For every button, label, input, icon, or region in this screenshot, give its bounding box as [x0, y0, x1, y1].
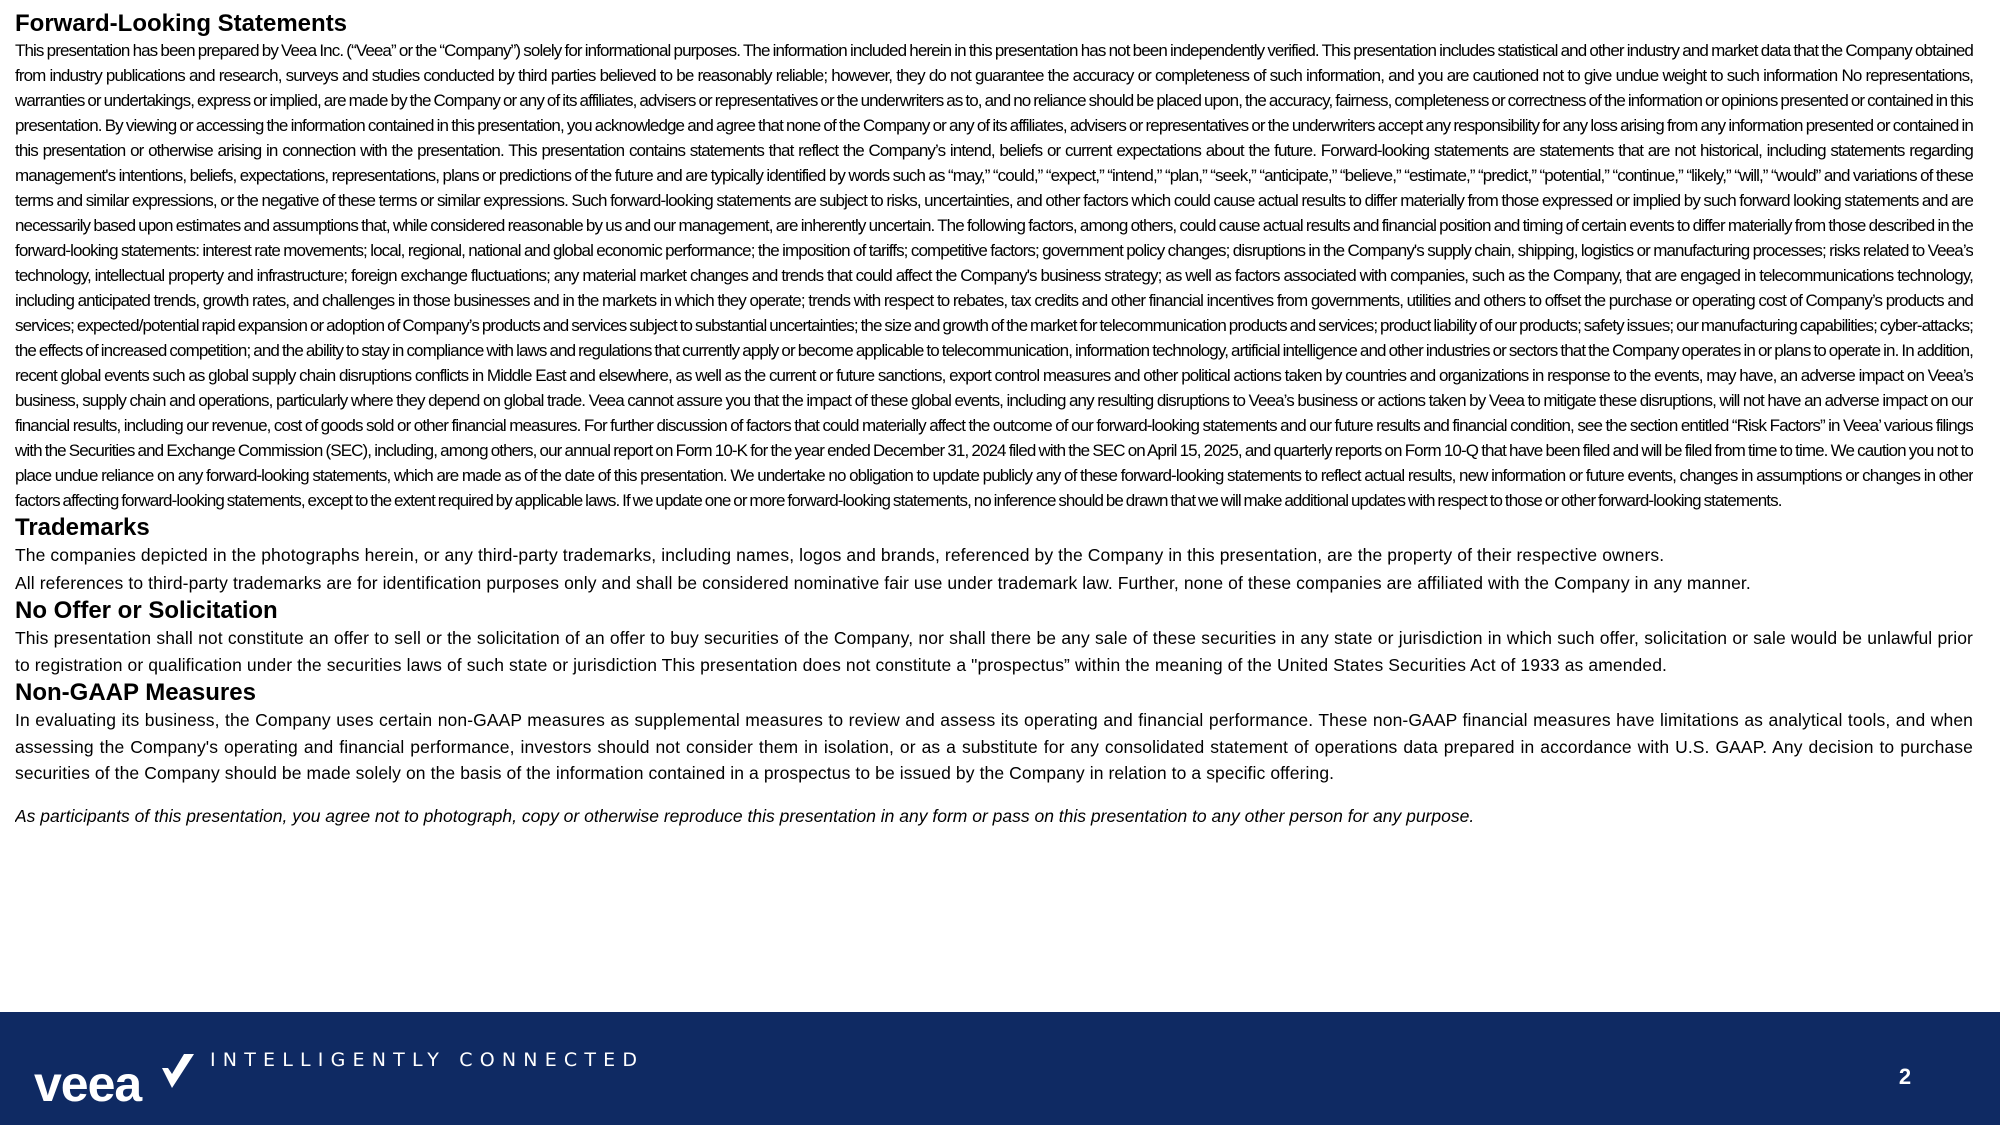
disclaimer-content [15, 10, 1973, 1005]
section-title-no-offer: No Offer or Solicitation [15, 597, 278, 624]
non-gaap-body: In evaluating its business, the Company uses certain non-GAAP measures as supplemental measures to review and assess its operating and financial performance. These non-GAAP financial measures have limitations as analytical tools, and when assessing the Company's operating and financial performance, investors should not consider them in isolation, or as a substitute for any consolidated statement of operations data prepared in accordance with U.S. GAAP. Any decision to purchase securities of the Company should be made solely on the basis of the information contained in a prospectus to be issued by the Company in relation to a specific offering. [15, 710, 1973, 783]
svg-text:veea: veea [34, 1056, 142, 1112]
trademarks-body-2: All references to third-party trademarks are for identification purposes only and shall be considered nominative fair use under trademark law. Further, none of these companies are affiliated with the Company in any manner. [15, 572, 1751, 593]
no-offer-body: This presentation shall not constitute an offer to sell or the solicitation of an offer to buy securities of the Company, nor shall there be any sale of these securities in any state or jurisdiction in which such offer, solicitation or sale would be unlawful prior to registration or qualification under the securities laws of such state or jurisdiction This presentation does not constitute a "prospectus” within the meaning of the United States Securities Act of 1933 as amended. [15, 628, 1973, 675]
participants-notice: As participants of this presentation, you agree not to photograph, copy or otherwise reproduce this presentation in any form or pass on this presentation to any other person for any purpose. [15, 805, 1475, 826]
page-number: 2 [1898, 1064, 1912, 1089]
section-title-forward-looking: Forward-Looking Statements [15, 10, 348, 37]
section-title-trademarks: Trademarks [15, 514, 150, 541]
trademarks-body: The companies depicted in the photographs herein, or any third-party trademarks, including names, logos and brands, referenced by the Company in this presentation, are the property of their respective owners. [15, 545, 1665, 565]
forward-looking-body: This presentation has been prepared by Veea Inc. (“Veea” or the “Company”) solely for informational purposes. The information included herein in this presentation has not been independently verified. This presentation includes statistical and other industry and market data that the Company obtained from industry publications and research, surveys and studies conducted by third parties believed to be reasonably reliable; however, they do not guarantee the accuracy or completeness of such information, and you are cautioned not to give undue weight to such information No representations, warranties or undertakings, express or implied, are made by the Company or any of its affiliates, advisers or representatives or the underwriters as to, and no reliance should be placed upon, the accuracy, fairness, completeness or correctness of the information or opinions presented or contained in this presentation. By viewing or accessing the information contained in this presentation, you acknowledge and agree that none of the Company or any of its affiliates, advisers or representatives or the underwriters accept any responsibility for any loss arising from any information presented or contained in this presentation or otherwise arising in connection with the presentation. This presentation contains statements that reflect the Company’s intend, beliefs or current expectations about the future. Forward-looking statements are statements that are not historical, including statements regarding management's intentions, beliefs, expectations, representations, plans or predictions of the future and are typically identified by words such as “may,” “could,” “expect,” “intend,” “plan,” “seek,” “anticipate,” “believe,” “estimate,” “predict,” “potential,” “continue,” “likely,” “will,” “would” and variations of these terms and similar expressions, or the negative of these terms or similar expressions. Such forward-looking statements are subject to risks, uncertainties, and other factors which could cause actual results to differ materially from those expressed or implied by such forward looking statements and are necessarily based upon estimates and assumptions that, while considered reasonable by us and our management, are inherently uncertain. The following factors, among others, could cause actual results and financial position and timing of certain events to differ materially from those described in the forward-looking statements: interest rate movements; local, regional, national and global economic performance; the imposition of tariffs; competitive factors; government policy changes; disruptions in the Company's supply chain, shipping, logistics or manufacturing processes; risks related to Veea’s technology, intellectual property and infrastructure; foreign exchange fluctuations; any material market changes and trends that could affect the Company's business strategy; as well as factors associated with companies, such as the Company, that are engaged in telecommunications technology, including anticipated trends, growth rates, and challenges in those businesses and in the markets in which they operate; trends with respect to rebates, tax credits and other financial incentives from governments, utilities and others to offset the purchase or operating cost of Company’s products and services; expected/potential rapid expansion or adoption of Company’s products and services subject to substantial uncertainties; the size and growth of the market for telecommunication products and services; product liability of our products; safety issues; our manufacturing capabilities; cyber-attacks; the effects of increased competition; and the ability to stay in compliance with laws and regulations that currently apply or become applicable to telecommunication, information technology, artificial intelligence and other industries or sectors that the Company operates in or plans to operate in. In addition, recent global events such as global supply chain disruptions conflicts in Middle East and elsewhere, as well as the current or future sanctions, export control measures and other political actions taken by countries and organizations in response to the events, may have, an adverse impact on Veea’s business, supply chain and operations, particularly where they depend on global trade. Veea cannot assure you that the impact of these global events, including any resulting disruptions to Veea’s business or actions taken by Veea to mitigate these disruptions, will not have an adverse impact on our financial results, including our revenue, cost of goods sold or other financial measures. For further discussion of factors that could materially affect the outcome of our forward-looking statements and our future results and financial condition, see the section entitled “Risk Factors” in Veea’ various filings with the Securities and Exchange Commission (SEC), including, among others, our annual report on Form 10-K for the year ended December 31, 2024 filed with the SEC on April 15, 2025, and quarterly reports on Form 10-Q that have been filed and will be filed from time to time. We caution you not to place undue reliance on any forward-looking statements, which are made as of the date of this presentation. We undertake no obligation to update publicly any of these forward-looking statements to reflect actual results, new information or future events, changes in assumptions or changes in other factors affecting forward-looking statements, except to the extent required by applicable laws. If we update one or more forward-looking statements, no inference should be drawn that we will make additional updates with respect to those or other forward-looking statements. [15, 41, 1973, 510]
veea-logo [34, 1048, 204, 1118]
footer-tagline: INTELLIGENTLY CONNECTED [210, 1049, 645, 1071]
section-title-non-gaap: Non-GAAP Measures [15, 679, 256, 706]
footer-bar [0, 1012, 2000, 1125]
